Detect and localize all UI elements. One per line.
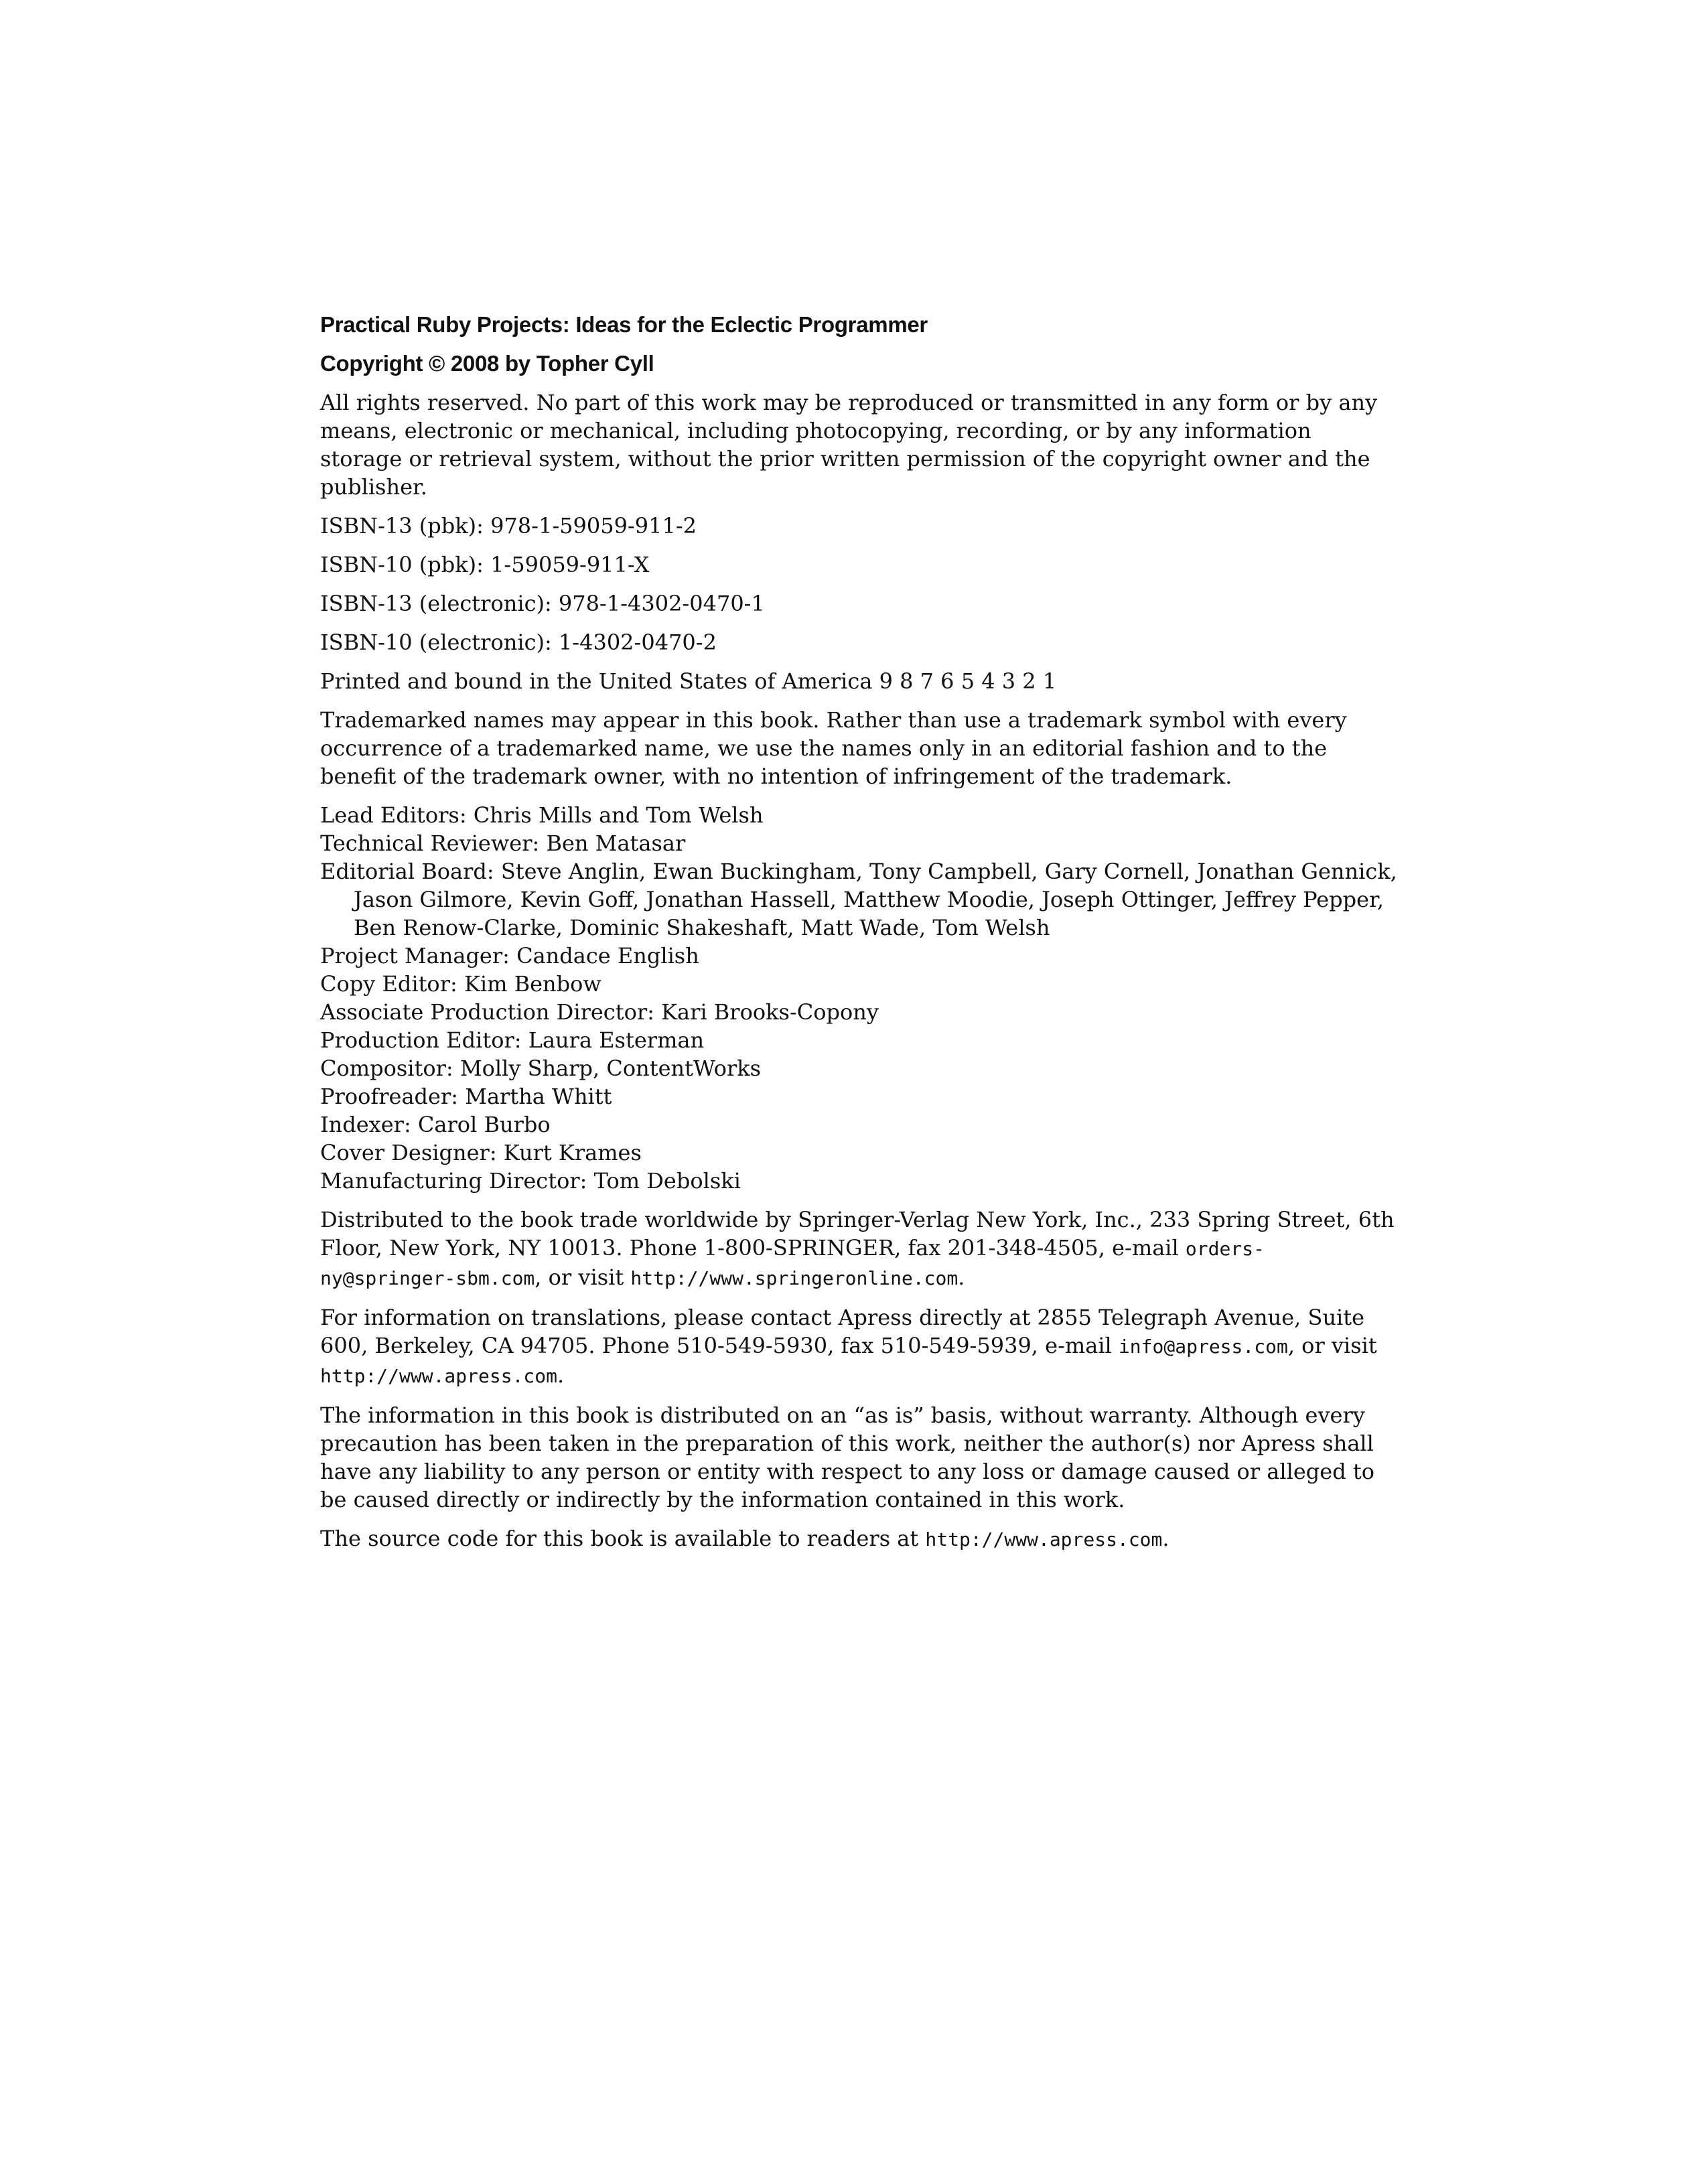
isbn-13-electronic: ISBN-13 (electronic): 978-1-4302-0470-1 xyxy=(320,591,765,616)
source-code-paragraph xyxy=(320,1524,1399,1554)
source-code-url-link[interactable]: http://www.apress.com xyxy=(925,1528,1163,1551)
trademark-paragraph: Trademarked names may appear in this book. Rather than use a trademark symbol with every occurrence of a trademarked name, we use the names only in an editorial fashion and to the benefit of the trademark owner, with no intention of infringement of the trademark. xyxy=(320,707,1347,789)
credit-project-manager: Project Manager: Candace English xyxy=(320,943,699,968)
credit-compositor: Compositor: Molly Sharp, ContentWorks xyxy=(320,1056,762,1081)
credit-cover-designer: Cover Designer: Kurt Krames xyxy=(320,1140,642,1165)
credits-list xyxy=(320,801,1399,1195)
credit-associate-production-director: Associate Production Director: Kari Brooks-Copony xyxy=(320,999,879,1025)
book-title: Practical Ruby Projects: Ideas for the Eclectic Programmer xyxy=(320,312,928,337)
page-content xyxy=(320,311,1399,1565)
isbn-10-pbk: ISBN-10 (pbk): 1-59059-911-X xyxy=(320,552,650,577)
distribution-paragraph xyxy=(320,1206,1399,1293)
source-code-text: The source code for this book is available to readers at xyxy=(320,1526,926,1551)
disclaimer-paragraph: The information in this book is distributed on an “as is” basis, without warranty. Although every precaution has been taken in the preparation of this work, neither the author(s) nor Apress shall have any liability to any person or entity with respect to any loss or damage caused or alleged to be caused directly or indirectly by the information contained in this work. xyxy=(320,1402,1374,1512)
translations-paragraph xyxy=(320,1303,1399,1390)
credit-proofreader: Proofreader: Martha Whitt xyxy=(320,1084,612,1109)
translations-connector: , or visit xyxy=(1287,1333,1377,1358)
credit-production-editor: Production Editor: Laura Esterman xyxy=(320,1027,705,1053)
distribution-end: . xyxy=(958,1265,965,1290)
credit-manufacturing-director: Manufacturing Director: Tom Debolski xyxy=(320,1168,741,1194)
distribution-email-link[interactable]: orders-ny@springer-sbm.com xyxy=(320,1238,1265,1289)
credit-technical-reviewer: Technical Reviewer: Ben Matasar xyxy=(320,831,686,856)
distribution-connector: , or visit xyxy=(535,1265,631,1290)
copyright-notice: Copyright © 2008 by Topher Cyll xyxy=(320,351,654,376)
credit-editorial-board: Editorial Board: Steve Anglin, Ewan Buckingham, Tony Campbell, Gary Cornell, Jonathan Gennick, Jason Gilmore, Kevin Goff, Jonathan Hassell, Matthew Moodie, Joseph Ottinger, Jeffrey Pepper, Ben Renow-Clarke, Dominic Shakeshaft, Matt Wade, Tom Welsh xyxy=(320,859,1397,940)
apress-email-link[interactable]: info@apress.com xyxy=(1118,1336,1288,1358)
isbn-10-electronic: ISBN-10 (electronic): 1-4302-0470-2 xyxy=(320,630,717,655)
distribution-text: Distributed to the book trade worldwide by Springer-Verlag New York, Inc., 233 Spring Street, 6th Floor, New York, NY 10013. Phone 1-800-SPRINGER, fax 201-348-4505, e-mail xyxy=(320,1207,1395,1261)
credit-lead-editors: Lead Editors: Chris Mills and Tom Welsh xyxy=(320,802,764,828)
credit-copy-editor: Copy Editor: Kim Benbow xyxy=(320,971,601,997)
translations-text: For information on translations, please contact Apress directly at 2855 Telegraph Avenue, Suite 600, Berkeley, CA 94705. Phone 510-549-5930, fax 510-549-5939, e-mail xyxy=(320,1305,1365,1358)
springer-url-link[interactable]: http://www.springeronline.com xyxy=(630,1267,958,1289)
source-code-end: . xyxy=(1162,1526,1169,1551)
printed-notice: Printed and bound in the United States of America 9 8 7 6 5 4 3 2 1 xyxy=(320,668,1057,694)
rights-paragraph: All rights reserved. No part of this work may be reproduced or transmitted in any form or by any means, electronic or mechanical, including photocopying, recording, or by any information storage or retrieval system, without the prior written permission of the copyright owner and the publisher. xyxy=(320,390,1378,500)
apress-url-link[interactable]: http://www.apress.com xyxy=(320,1365,558,1387)
credit-indexer: Indexer: Carol Burbo xyxy=(320,1112,551,1137)
isbn-13-pbk: ISBN-13 (pbk): 978-1-59059-911-2 xyxy=(320,513,697,538)
translations-end: . xyxy=(557,1362,565,1388)
